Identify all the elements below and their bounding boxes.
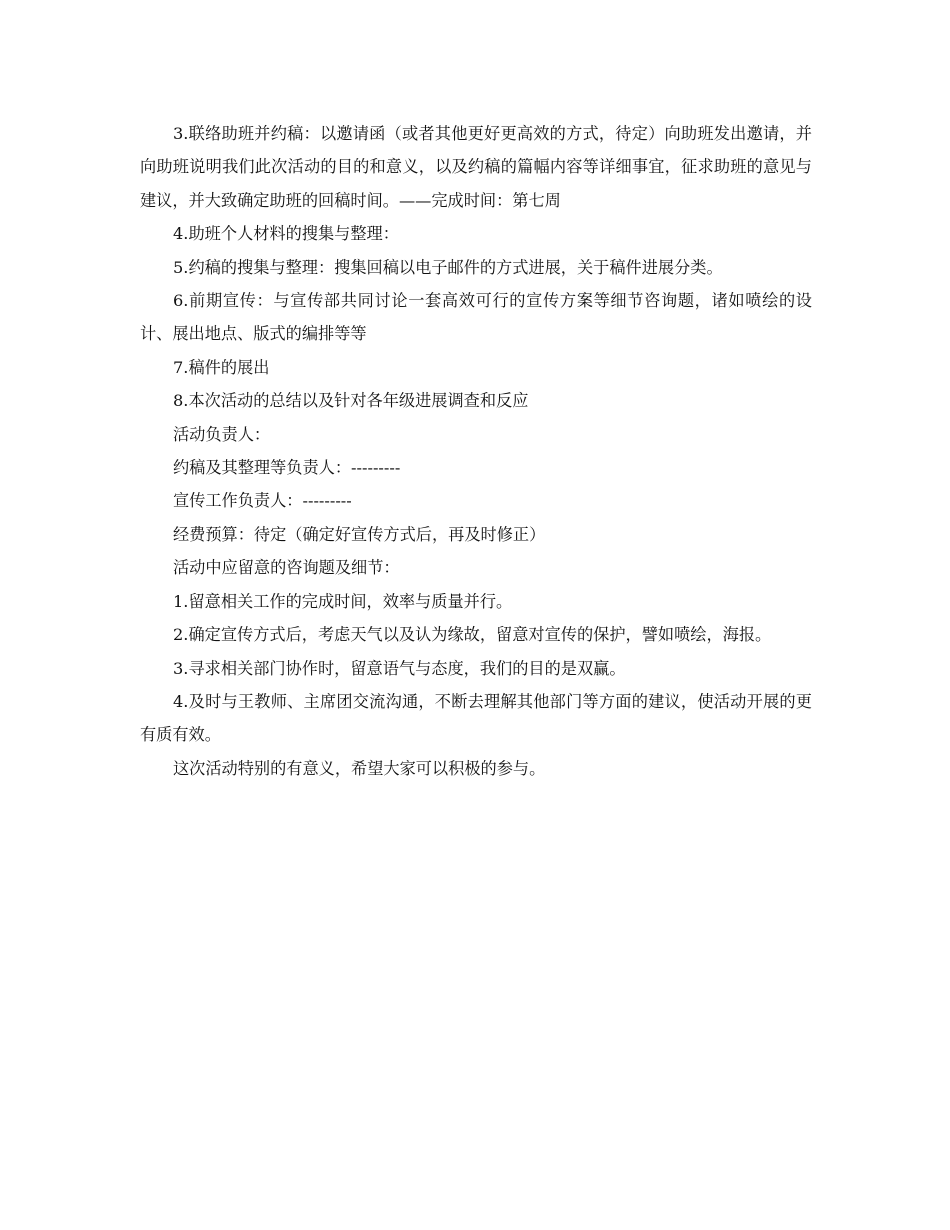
paragraph-note-4: 4.及时与王教师、主席团交流沟通，不断去理解其他部门等方面的建议，使活动开展的更有质有效。 — [140, 691, 812, 745]
paragraph-step-4: 4.助班个人材料的搜集与整理： — [173, 224, 399, 244]
paragraph-publicity-leader: 宣传工作负责人：--------- — [173, 491, 352, 511]
paragraph-budget: 经费预算：待定（确定好宣传方式后，再及时修正） — [173, 524, 546, 544]
document-body — [140, 117, 812, 785]
paragraph-step-5: 5.约稿的搜集与整理：搜集回稿以电子邮件的方式进展，关于稿件进展分类。 — [173, 257, 723, 277]
paragraph-activity-leader: 活动负责人： — [173, 424, 271, 444]
paragraph-manuscript-leader: 约稿及其整理等负责人：--------- — [173, 458, 401, 478]
paragraph-closing: 这次活动特别的有意义，希望大家可以积极的参与。 — [173, 758, 546, 778]
paragraph-step-8: 8.本次活动的总结以及针对各年级进展调查和反应 — [173, 391, 529, 411]
paragraph-step-6: 6.前期宣传：与宣传部共同讨论一套高效可行的宣传方案等细节咨询题，诸如喷绘的设计、展出地点、版式的编排等等 — [140, 291, 812, 344]
paragraph-notes-heading: 活动中应留意的咨询题及细节： — [173, 558, 400, 578]
paragraph-note-2: 2.确定宣传方式后，考虑天气以及认为缘故，留意对宣传的保护，譬如喷绘，海报。 — [173, 625, 772, 645]
paragraph-note-1: 1.留意相关工作的完成时间，效率与质量并行。 — [173, 591, 513, 611]
paragraph-note-3: 3.寻求相关部门协作时，留意语气与态度，我们的目的是双赢。 — [173, 658, 626, 678]
paragraph-step-3: 3.联络助班并约稿：以邀请函（或者其他更好更高效的方式，待定）向助班发出邀请，并向助班说明我们此次活动的目的和意义，以及约稿的篇幅内容等详细事宜，征求助班的意见与建议，并大致确定助班的回稿时间。——完成时间：第七周 — [140, 124, 812, 210]
paragraph-step-7: 7.稿件的展出 — [173, 357, 270, 377]
